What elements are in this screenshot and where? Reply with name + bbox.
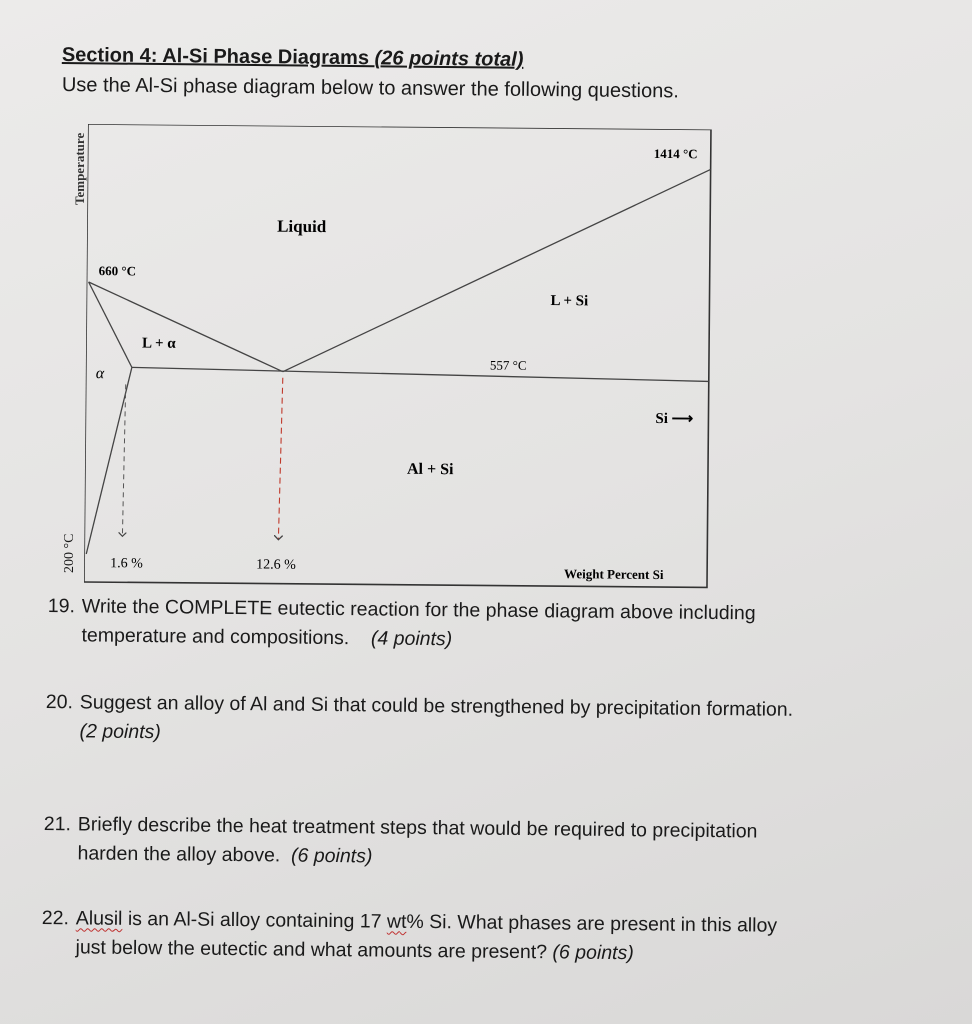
question-points: (2 points)	[79, 720, 161, 744]
eutectic-isotherm	[132, 367, 709, 381]
si-melting-temp: 1414 °C	[653, 145, 698, 162]
region-liquid: Liquid	[277, 216, 327, 237]
question-text-cont: just below the eutectic and what amounts are present?	[75, 936, 548, 964]
eutectic-temp: 557 °C	[489, 357, 527, 373]
section-title-text: Section 4: Al-Si Phase Diagrams	[61, 44, 375, 70]
x-axis-label: Weight Percent Si	[564, 566, 664, 583]
al-melting-temp: 660 °C	[98, 263, 137, 279]
question-text-cont: temperature and compositions.	[81, 624, 350, 650]
liquidus-al-side	[88, 282, 284, 372]
region-si: Si ⟶	[655, 410, 694, 428]
alpha-solubility-arrow	[122, 384, 125, 536]
question-text-mid: is an Al-Si alloy containing 17	[122, 907, 388, 933]
region-l-si: L + Si	[550, 293, 589, 310]
section-subtitle: Use the Al-Si phase diagram below to answer the following questions.	[61, 74, 679, 103]
eutectic-composition-label: 12.6 %	[256, 557, 296, 573]
region-al-si: Al + Si	[406, 460, 454, 479]
region-alpha: α	[95, 365, 105, 383]
y-axis-label: Temperature	[72, 132, 87, 205]
phase-diagram-svg	[84, 124, 713, 589]
y-axis-200c-label: 200 °C	[62, 533, 77, 573]
liquidus-si-side	[283, 166, 711, 376]
phase-diagram	[84, 124, 713, 589]
question-text: Briefly describe the heat treatment steps that would be required to precipitation	[77, 813, 758, 843]
diagram-frame	[84, 124, 711, 587]
question-20	[45, 688, 793, 754]
question-text-end: % Si. What phases are present in this alloy	[406, 910, 778, 937]
section-title	[62, 44, 524, 72]
wt-word: wt	[386, 910, 407, 933]
question-19	[47, 592, 755, 657]
question-22	[41, 904, 777, 970]
question-text-cont: harden the alloy above.	[77, 842, 281, 867]
alusil-word: Alusil	[75, 907, 123, 930]
region-l-alpha: L + α	[142, 335, 176, 352]
question-text: Write the COMPLETE eutectic reaction for the phase diagram above including	[81, 595, 756, 625]
question-text: Suggest an alloy of Al and Si that could be strengthened by precipitation formation.	[79, 691, 794, 721]
question-points: (6 points)	[552, 941, 634, 965]
solidus-line	[88, 282, 133, 367]
question-number: 21.	[43, 812, 72, 836]
question-points: (6 points)	[290, 844, 373, 868]
question-number: 20.	[45, 690, 74, 714]
section-points: (26 points total)	[374, 47, 524, 71]
question-number: 22.	[41, 906, 70, 930]
alpha-solubility-label: 1.6 %	[110, 556, 143, 572]
eutectic-composition-arrow	[278, 378, 282, 540]
question-21	[43, 810, 757, 875]
question-number: 19.	[47, 594, 76, 618]
question-points: (4 points)	[370, 627, 453, 651]
